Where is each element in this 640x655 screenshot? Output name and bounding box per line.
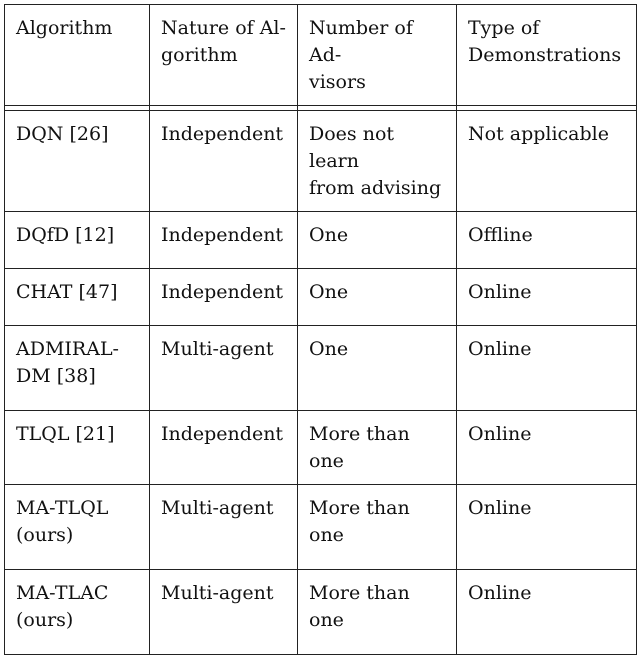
cell-line: Online xyxy=(468,497,532,519)
cell-algorithm xyxy=(5,326,150,411)
cell-advisors xyxy=(298,212,457,269)
cell-algorithm xyxy=(5,269,150,326)
header-type-line-1: Type of xyxy=(468,17,540,39)
table-header xyxy=(5,5,637,111)
cell-line: Does not learn xyxy=(309,123,395,172)
table-body xyxy=(5,111,637,655)
cell-line: More than one xyxy=(309,423,410,472)
cell-line: MA-TLAC xyxy=(16,582,109,604)
cell-line: Independent xyxy=(161,224,284,246)
cell-line: TLQL [21] xyxy=(16,423,115,445)
header-type-line-2: Demonstrations xyxy=(468,44,622,66)
cell-demonstrations xyxy=(457,570,637,655)
table-row xyxy=(5,111,637,212)
cell-line: More than one xyxy=(309,497,410,546)
cell-line: (ours) xyxy=(16,524,74,546)
cell-nature xyxy=(150,212,298,269)
cell-demonstrations xyxy=(457,326,637,411)
cell-algorithm xyxy=(5,111,150,212)
cell-line: Offline xyxy=(468,224,533,246)
cell-algorithm xyxy=(5,411,150,485)
table-row xyxy=(5,212,637,269)
cell-line: DM [38] xyxy=(16,365,96,387)
cell-nature xyxy=(150,269,298,326)
cell-line: Online xyxy=(468,338,532,360)
cell-line: Online xyxy=(468,281,532,303)
cell-advisors xyxy=(298,570,457,655)
cell-algorithm xyxy=(5,570,150,655)
cell-line: Independent xyxy=(161,423,284,445)
cell-demonstrations xyxy=(457,411,637,485)
cell-line: Online xyxy=(468,582,532,604)
header-nature-line-2: gorithm xyxy=(161,44,238,66)
header-advisors-line-2: visors xyxy=(309,71,366,93)
header-number-of-advisors xyxy=(298,5,457,106)
cell-line: Independent xyxy=(161,123,284,145)
header-row xyxy=(5,5,637,106)
header-type-of-demonstrations xyxy=(457,5,637,106)
cell-advisors xyxy=(298,411,457,485)
cell-algorithm xyxy=(5,212,150,269)
cell-advisors xyxy=(298,269,457,326)
cell-advisors xyxy=(298,485,457,570)
cell-line: One xyxy=(309,281,349,303)
table-row xyxy=(5,411,637,485)
cell-line: MA-TLQL xyxy=(16,497,109,519)
table-row xyxy=(5,485,637,570)
cell-line: One xyxy=(309,224,349,246)
cell-demonstrations xyxy=(457,485,637,570)
cell-line: from advising xyxy=(309,177,442,199)
cell-nature xyxy=(150,411,298,485)
header-nature-of-algorithm xyxy=(150,5,298,106)
cell-line: Online xyxy=(468,423,532,445)
comparison-table-container xyxy=(4,4,636,631)
table-row xyxy=(5,570,637,655)
cell-line: CHAT [47] xyxy=(16,281,118,303)
cell-demonstrations xyxy=(457,269,637,326)
header-algorithm-line: Algorithm xyxy=(16,17,113,39)
cell-nature xyxy=(150,570,298,655)
cell-line: Multi-agent xyxy=(161,338,274,360)
cell-nature xyxy=(150,326,298,411)
cell-algorithm xyxy=(5,485,150,570)
cell-line: (ours) xyxy=(16,609,74,631)
cell-line: Independent xyxy=(161,281,284,303)
cell-line: ADMIRAL- xyxy=(16,338,119,360)
cell-line: DQN [26] xyxy=(16,123,109,145)
cell-line: One xyxy=(309,338,349,360)
cell-line: More than one xyxy=(309,582,410,631)
table-row xyxy=(5,326,637,411)
comparison-table xyxy=(4,4,637,655)
cell-advisors xyxy=(298,111,457,212)
cell-line: DQfD [12] xyxy=(16,224,115,246)
cell-advisors xyxy=(298,326,457,411)
cell-demonstrations xyxy=(457,111,637,212)
cell-line: Multi-agent xyxy=(161,497,274,519)
header-algorithm xyxy=(5,5,150,106)
cell-nature xyxy=(150,111,298,212)
header-advisors-line-1: Number of Ad- xyxy=(309,17,413,66)
table-row xyxy=(5,269,637,326)
header-nature-line-1: Nature of Al- xyxy=(161,17,286,39)
cell-line: Not applicable xyxy=(468,123,609,145)
cell-line: Multi-agent xyxy=(161,582,274,604)
cell-nature xyxy=(150,485,298,570)
cell-demonstrations xyxy=(457,212,637,269)
